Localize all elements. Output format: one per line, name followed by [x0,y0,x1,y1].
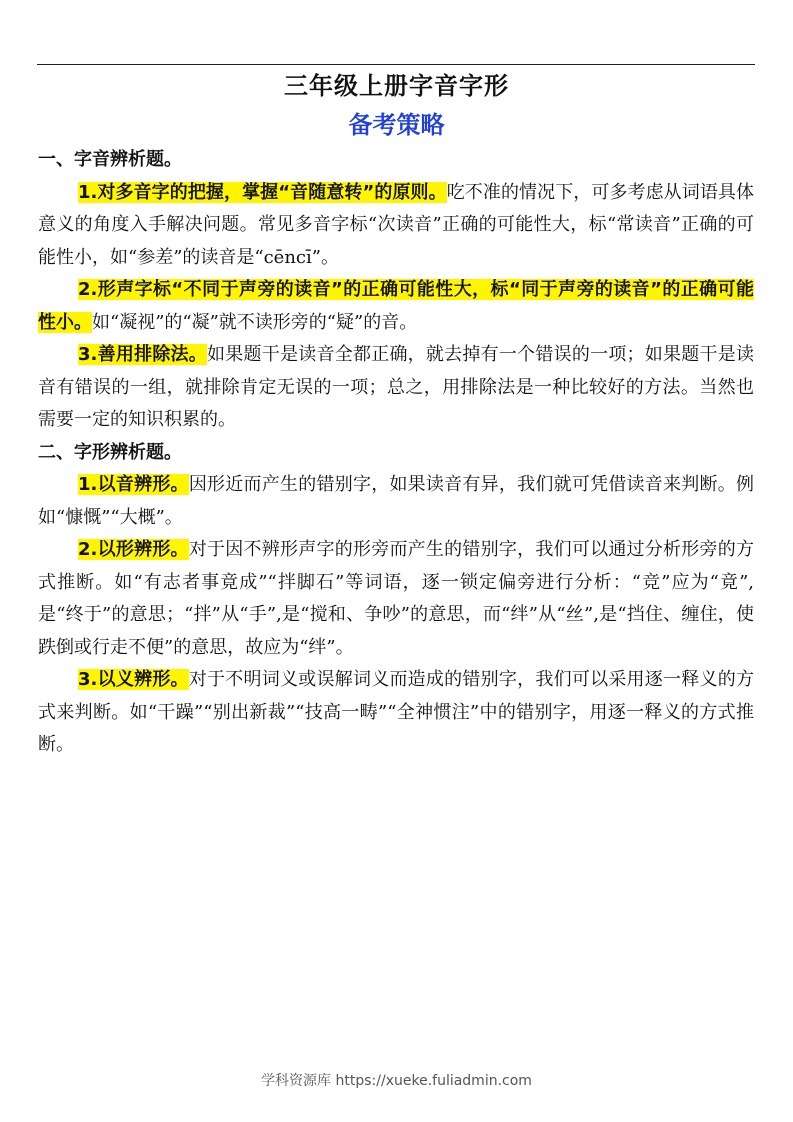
highlighted-rule: 3.以义辨形。 [78,669,189,690]
section-heading-pronunciation: 一、字音辨析题。 [38,149,182,170]
paragraph-text: 因形近而产生的错别字，如果读音有异，我们就可凭借读音来判断。例如“慷慨”“大概”。 [38,474,754,528]
document-title: 三年级上册字音字形 [284,72,509,100]
paragraph-text: 对于因不辨形声字的形旁而产生的错别字，我们可以通过分析形旁的方式推断。如“有志者事竟成”“拌脚石”等词语，逐一锁定偏旁进行分析：“竞”应为“竟”,是“终于”的意思；“拌”从“手”,是“搅和、争吵”的意思，而“绊”从“丝”,是“挡住、缠住，使跌倒或行走不便”的意思，故应为“绊”。 [38,539,754,658]
paragraph-text: 如果题干是读音全都正确，就去掉有一个错误的一项；如果题干是读音有错误的一组，就排除肯定无误的一项；总之，用排除法是一种比较好的方法。当然也需要一定的知识积累的。 [38,344,754,430]
highlighted-rule: 1.对多音字的把握，掌握“音随意转”的原则。 [78,181,447,203]
paragraph-text: 吃不准的情况下，可多考虑从词语具体意义的角度入手解决问题。常见多音字标“次读音”正确的可能性大，标“常读音”正确的可能性小，如“参差”的读音是“cēncī”。 [38,181,755,268]
paragraph-by-sound [38,469,754,534]
paragraph-elimination [38,339,754,437]
paragraph-phonetic-radical [38,274,754,339]
section-heading-character-form: 二、字形辨析题。 [38,441,182,463]
paragraph-text: 如“凝视”的“凝”就不读形旁的“疑”的音。 [92,311,418,333]
paragraph-by-form [38,534,754,664]
footer-watermark: 学科资源库 https://xueke.fuliadmin.com [261,1073,532,1089]
paragraph-polyphone [38,177,754,275]
top-rule [37,64,755,65]
document-subtitle: 备考策略 [348,111,445,139]
paragraph-text: 对于不明词义或误解词义而造成的错别字，我们可以采用逐一释义的方式来判断。如“干躁”“别出新裁”“技高一畴”“全神惯注”中的错别字，用逐一释义的方式推断。 [38,669,754,755]
highlighted-rule: 2.形声字标“不同于声旁的读音”的正确可能性大，标“同于声旁的读音”的正确可能性小。 [38,279,754,333]
paragraph-by-meaning [38,664,754,762]
highlighted-rule: 1.以音辨形。 [78,474,189,495]
document-body [38,144,754,762]
highlighted-rule: 2.以形辨形。 [78,539,189,560]
highlighted-rule: 3.善用排除法。 [78,344,208,365]
